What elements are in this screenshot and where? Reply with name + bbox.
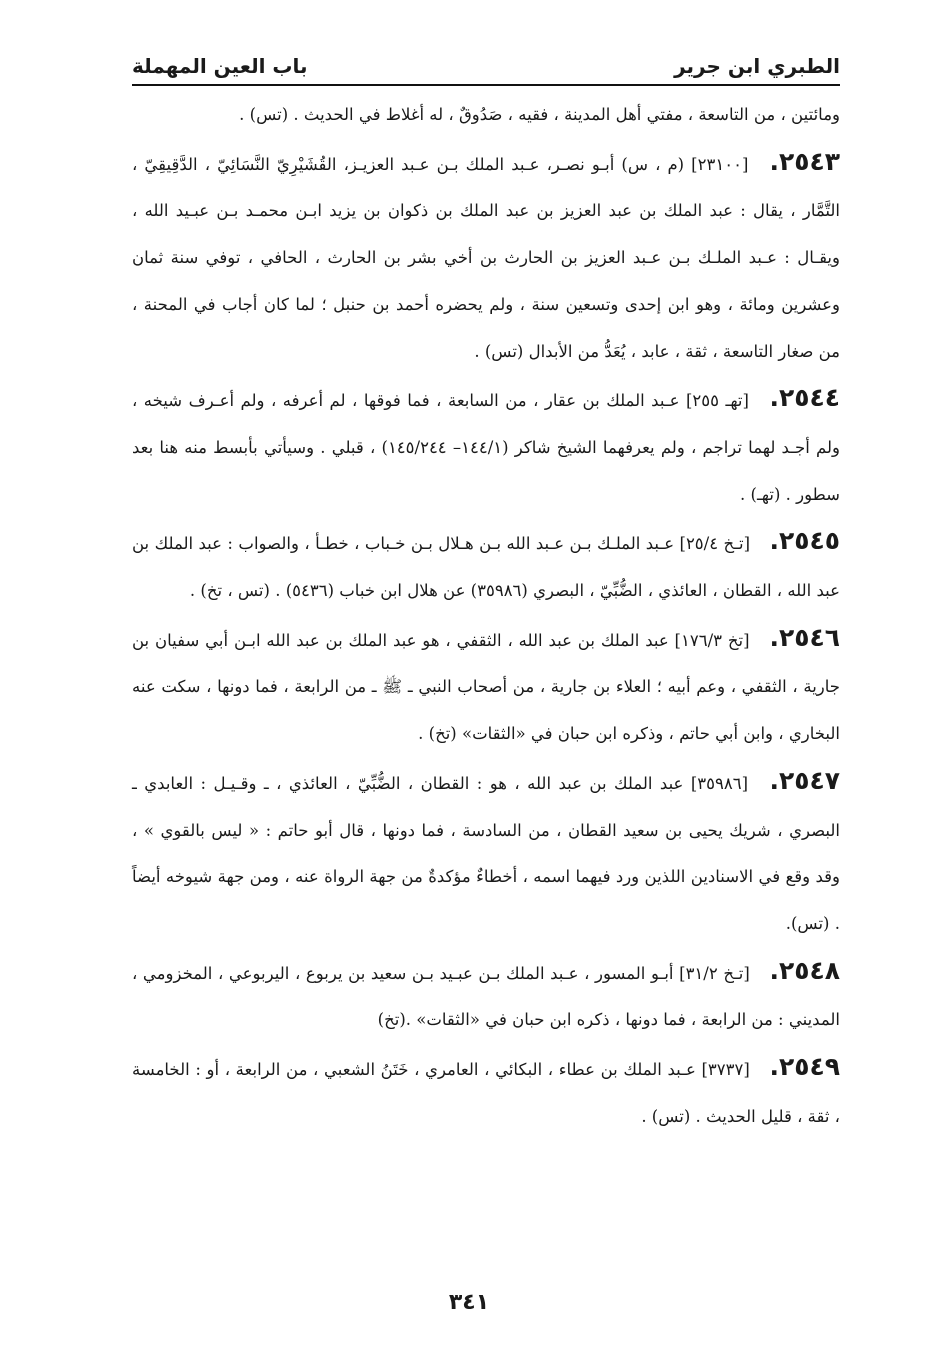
running-header xyxy=(132,38,840,78)
chapter-title: باب العين المهملة xyxy=(132,54,308,78)
entry-2549 xyxy=(132,1044,840,1140)
entry-number: ٢٥٤٧. xyxy=(769,765,840,795)
entry-text: [٣٥٩٨٦] عبد الملك بن عبد الله ، هو : القطان ، الضُّبِّيّ ، العائذي ، ـ وقـيـل : العابدي ـ البصري ، شريك يحيى بن سعيد القطان ، من السادسة ، فما دونها ، قال أبو حاتم : « ليس بالقوي » ، وقد وقع في الاسنادين اللذين ورد فيهما اسمه ، أخطاءٌ مؤكدةٌ من جهة الرواة عنه ، ومن جهة شيوخه أيضاً . (تس). xyxy=(132,773,840,933)
book-title: الطبري ابن جرير xyxy=(674,54,840,78)
entry-number: ٢٥٤٣. xyxy=(769,146,840,176)
entry-text: [تهـ ٢٥٥] عـبد الملك بن عقار ، من السابعة ، فما فوقها ، لم أعرفه ، ولم أعـرف شيخه ، ولم أجـد لهما تراجم ، ولم يعرفهما الشيخ شاكر (١٤٤/١– ١٤٥/٢٤٤) ، قبلي . وسيأتي بأبسط منه هنا بعد سطور . (تهـ) . xyxy=(132,391,840,504)
entry-2548 xyxy=(132,948,840,1044)
entry-text: [تـخ ٢٥/٤] عـبد الملـك بـن عـبد الله بـن هـلال بـن خـباب ، خطـأ ، والصواب : عبد الملك بن عبد الله ، القطان ، العائذي ، الضُّبِّيّ ، البصري (٣٥٩٨٦) عن هلال ابن خباب (٥٤٣٦) . (تس ، تخ) . xyxy=(132,534,840,601)
entry-text: [تـخ ٣١/٢] أبـو المسور ، عـبد الملك بـن عبـيد بـن سعيد بن يربوع ، اليربوعي ، المخزومي ، المديني : من الرابعة ، فما دونها ، ذكره ابن حبان في «الثقات» .(تخ) xyxy=(132,963,840,1030)
entry-2543 xyxy=(132,139,840,376)
header-rule xyxy=(132,84,840,86)
entry-number: ٢٥٤٦. xyxy=(769,622,840,652)
entry-number: ٢٥٤٤. xyxy=(769,383,840,413)
entry-2547 xyxy=(132,758,840,948)
entry-number: ٢٥٤٩. xyxy=(769,1052,840,1082)
page-body xyxy=(132,92,840,1140)
intro-paragraph: ومائتين ، من التاسعة ، مفتي أهل المدينة ، فقيه ، صَدُوقٌ ، له أغلاط في الحديث . (تس) . xyxy=(239,105,840,124)
entry-2546 xyxy=(132,615,840,758)
entry-text: [٢٣١٠٠] (م ، س) أبـو نصـر، عـبد الملك بـن عـبد العزيـز، القُشَيْرِيّ النَّسَائِيّ ، الدَّقِيقِيّ ، التَّمَّار ، يقال : عبد الملك بن عبد العزيز بن عبد الملك بن ذكوان بن يزيد ابـن محمـد بـن عبـيد الله ، ويقـال : عـبد الملـك بـن عـبد العزيز بن الحارث بن أخي بشر بن الحارث ، الحافي ، توفي سنة ثمان وعشرين ومائة ، وهو ابن إحدى وتسعين سنة ، ولم يحضره أحمد بن حنبل ؛ لما كان أجاب في المحنة ، من صغار التاسعة ، ثقة ، عابد ، يُعَدُّ من الأبدال (تس) . xyxy=(132,154,840,361)
entry-2544 xyxy=(132,375,840,518)
entry-2545 xyxy=(132,518,840,614)
entry-text: [٣٧٣٧] عـبد الملك بن عطاء ، البكائي ، العامري ، خَتَنُ الشعبي ، من الرابعة ، أو : الخامسة ، ثقة ، قليل الحديث . (تس) . xyxy=(132,1060,840,1126)
entry-number: ٢٥٤٨. xyxy=(769,955,840,985)
entry-number: ٢٥٤٥. xyxy=(769,526,841,556)
entry-text: [تخ ١٧٦/٣] عبد الملك بن عبد الله ، الثقفي ، هو عبد الملك بن عبد الله ابـن أبي سفيان بن جارية ، الثقفي ، وعم أبيه ؛ العلاء بن جارية ، من أصحاب النبي ـ ﷺ ـ من الرابعة ، فما دونها ، سكت عنه البخاري ، وابن أبي حاتم ، وذكره ابن حبان في «الثقات» (تخ) . xyxy=(132,630,840,744)
page-number: ٣٤١ xyxy=(448,1290,490,1315)
